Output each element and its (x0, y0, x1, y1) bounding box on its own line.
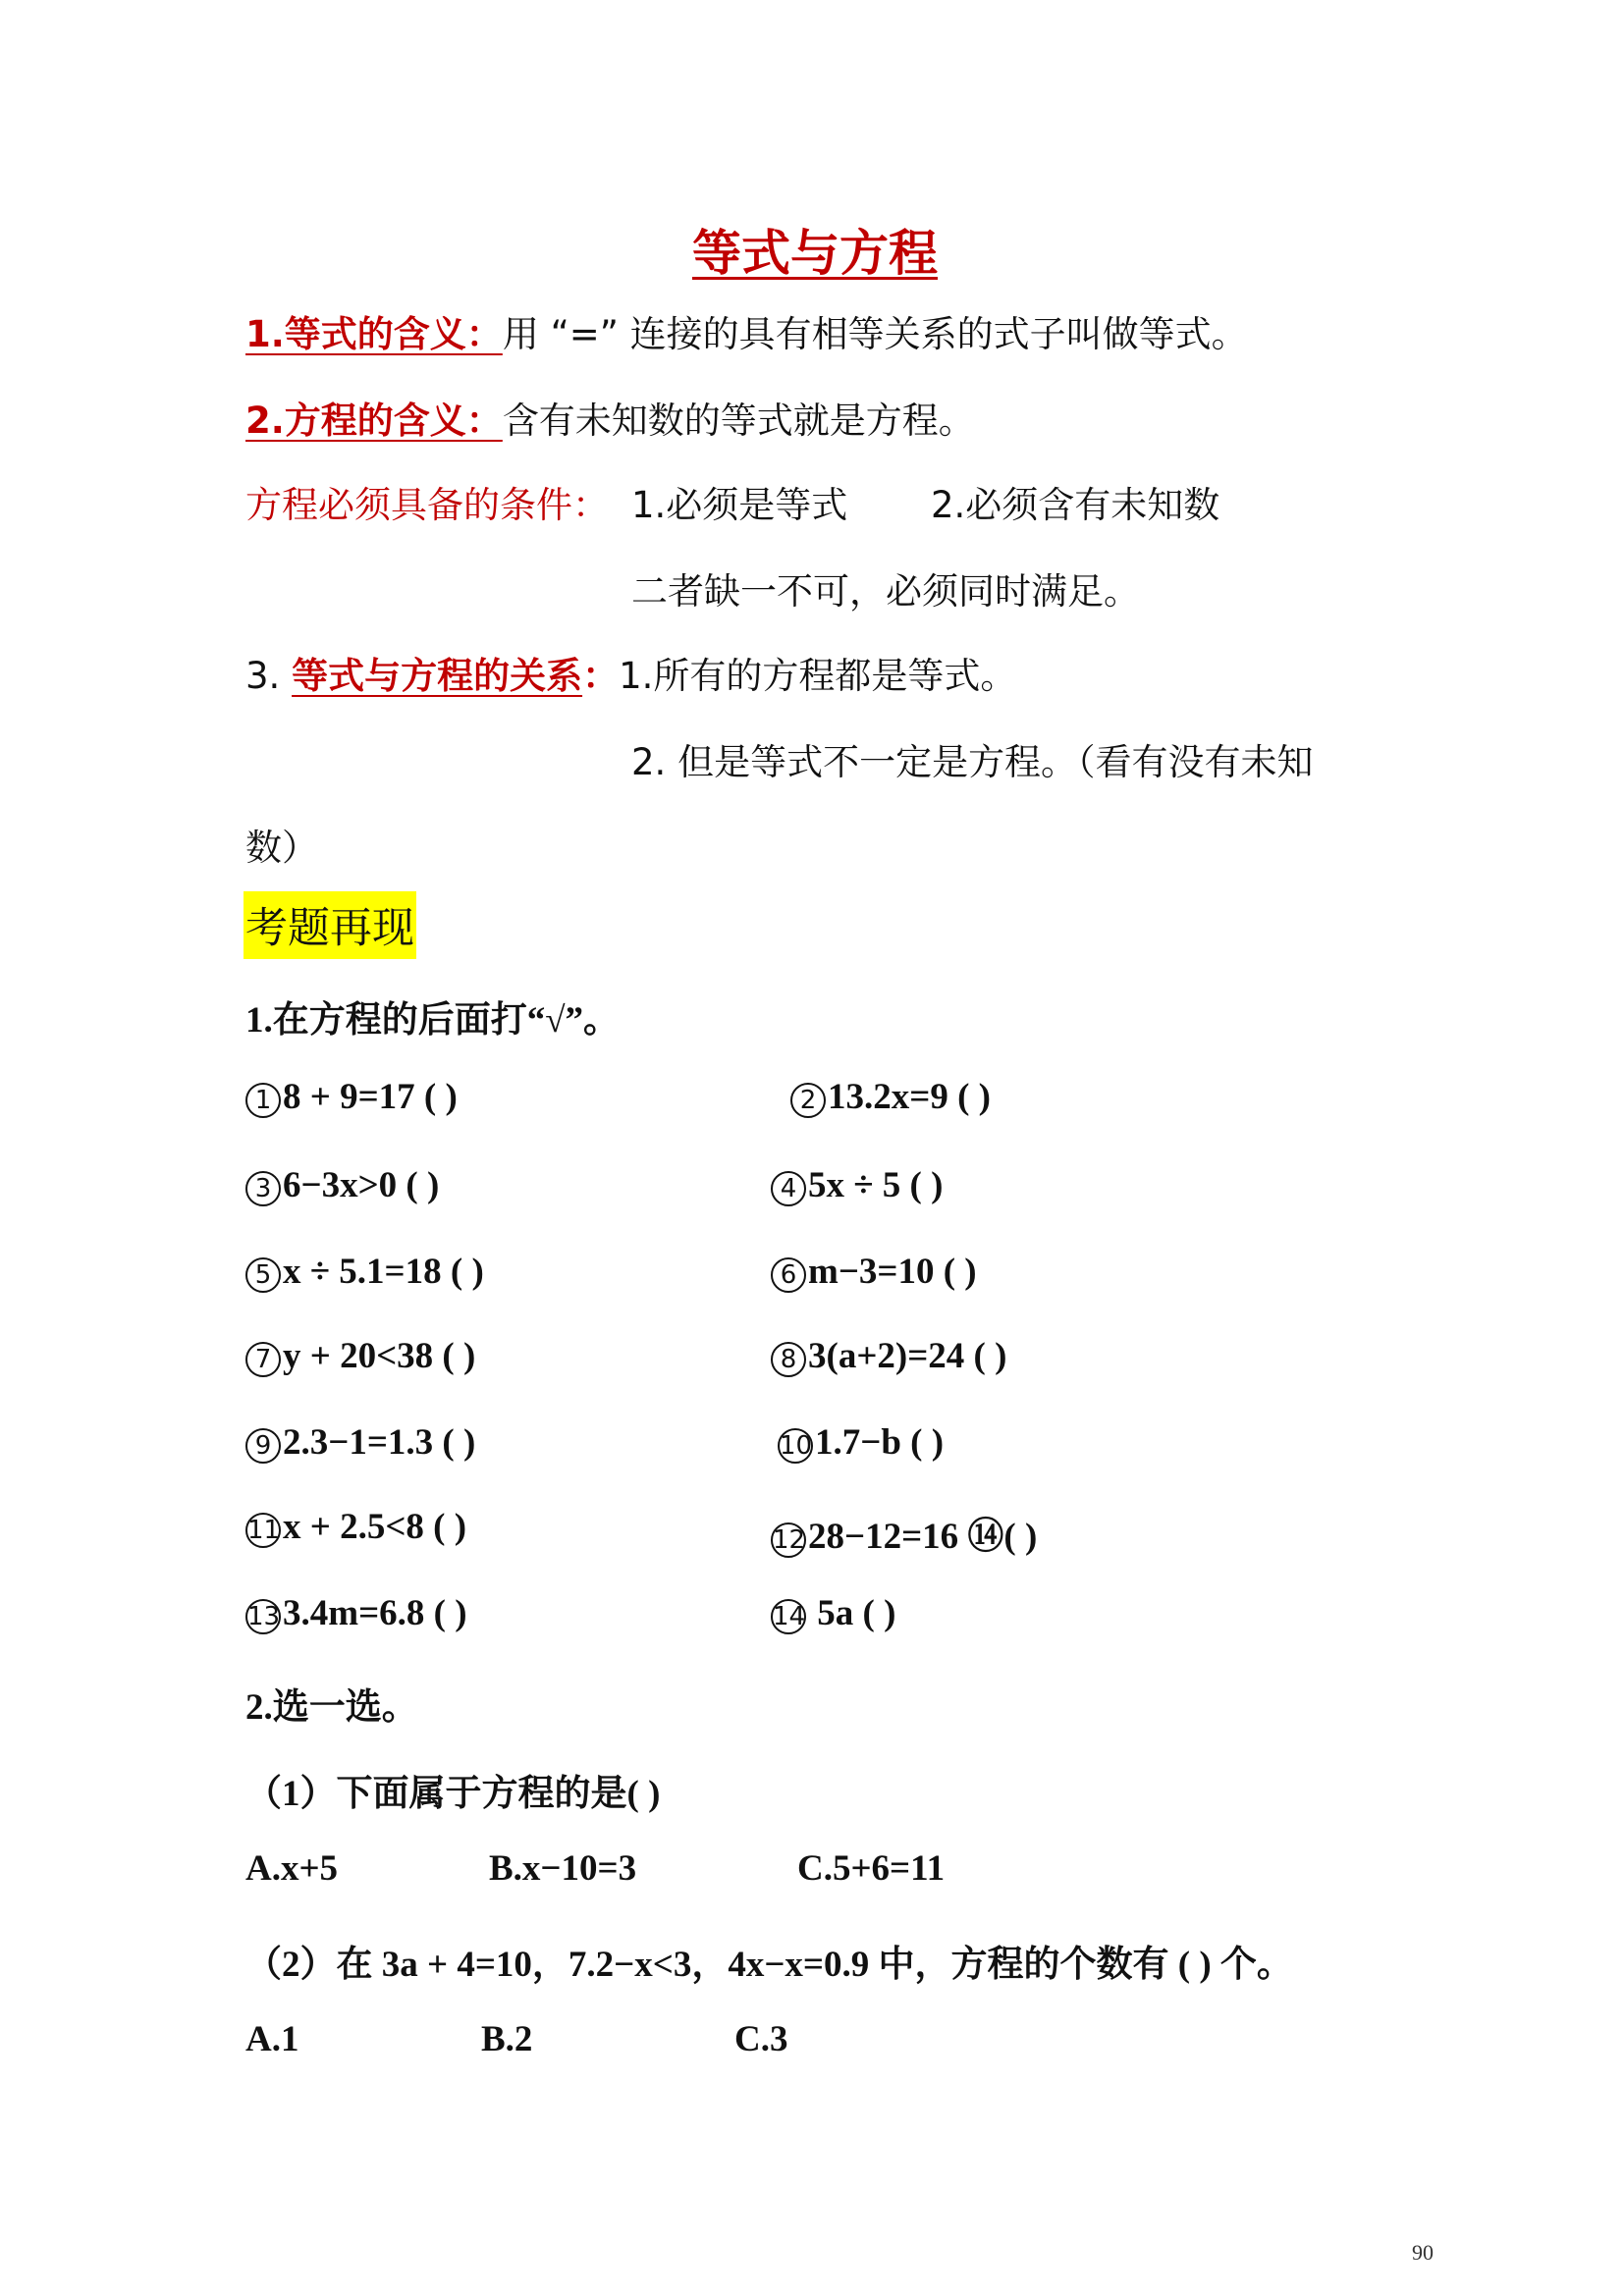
option-b: B.2 (481, 2019, 533, 2059)
circled-number: 4 (771, 1171, 806, 1206)
circled-number: 9 (245, 1428, 281, 1464)
question-1-item (245, 1592, 467, 1634)
question-1-item (245, 1251, 484, 1293)
question-1-item (245, 1421, 475, 1464)
item-text: x ÷ 5.1=18 ( ) (283, 1252, 484, 1292)
circled-number: 6 (771, 1257, 806, 1293)
circled-number: 14 (771, 1599, 806, 1634)
item-text: 28−12=16 ⑭( ) (808, 1517, 1038, 1557)
item-text: 6−3x>0 ( ) (283, 1165, 440, 1205)
item-text: 3(a+2)=24 ( ) (808, 1336, 1007, 1376)
definition-equality-text: 用 “=” 连接的具有相等关系的式子叫做等式。 (502, 313, 1248, 355)
circled-number: 1 (245, 1083, 281, 1118)
circled-number: 2 (790, 1083, 826, 1118)
item-text: 1.7−b ( ) (815, 1422, 945, 1463)
question-1-item (771, 1506, 1037, 1559)
condition-1: 1.必须是等式 (631, 484, 848, 526)
item-text: 13.2x=9 ( ) (828, 1077, 991, 1117)
question-1-item (245, 1076, 458, 1118)
circled-number: 12 (771, 1522, 806, 1558)
question-1-item (778, 1421, 944, 1464)
question-1-title: 1.在方程的后面打“√”。 (245, 1000, 621, 1041)
circled-number: 7 (245, 1342, 281, 1377)
item-text: 2.3−1=1.3 ( ) (283, 1422, 476, 1463)
circled-number: 8 (771, 1342, 806, 1377)
question-1-item (245, 1506, 466, 1548)
relation-heading-line (245, 646, 1016, 699)
conditions-note: 二者缺一不可，必须同时满足。 (631, 570, 1140, 613)
circled-number: 5 (245, 1257, 281, 1293)
item-text: x + 2.5<8 ( ) (283, 1507, 467, 1547)
item-text: y + 20<38 ( ) (283, 1336, 476, 1376)
relation-heading: 等式与方程的关系 (292, 655, 583, 697)
option-c: C.3 (734, 2019, 788, 2059)
circled-number: 11 (245, 1513, 281, 1548)
circled-number: 13 (245, 1599, 281, 1634)
question-1-item (245, 1164, 439, 1206)
relation-point-2: 2. 但是等式不一定是方程。（看有没有未知 (631, 741, 1314, 783)
definition-equation-text: 含有未知数的等式就是方程。 (502, 400, 975, 442)
option-a: A.1 (245, 2019, 299, 2059)
conditions-label: 方程必须具备的条件： (245, 484, 609, 526)
section-heading-exam-review: 考题再现 (244, 891, 416, 959)
question-2-title: 2.选一选。 (245, 1687, 418, 1728)
item-text: m−3=10 ( ) (808, 1252, 977, 1292)
item-text: 5a ( ) (808, 1593, 896, 1633)
item-text: 3.4m=6.8 ( ) (283, 1593, 467, 1633)
relation-point-2-continued: 数） (245, 827, 318, 869)
question-1-item (771, 1335, 1006, 1377)
circled-number: 10 (778, 1428, 813, 1464)
item-text: 8 + 9=17 ( ) (283, 1077, 458, 1117)
page-number: 90 (1412, 2240, 1434, 2265)
definition-equation (245, 391, 975, 444)
question-1-item (771, 1592, 895, 1634)
relation-colon: ： (582, 655, 620, 697)
definition-equation-heading: 2.方程的含义： (245, 400, 503, 442)
question-1-item (771, 1164, 943, 1206)
question-2-sub-1: （1）下面属于方程的是( ) (245, 1774, 661, 1814)
option-a: A.x+5 (245, 1848, 339, 1889)
item-text: 5x ÷ 5 ( ) (808, 1165, 944, 1205)
condition-2: 2.必须含有未知数 (931, 484, 1220, 526)
relation-prefix: 3. (245, 655, 293, 697)
option-c: C.5+6=11 (797, 1848, 946, 1889)
definition-equality-heading: 1.等式的含义： (245, 313, 503, 355)
relation-point-1: 1.所有的方程都是等式。 (619, 655, 1017, 697)
question-2-sub-2: （2）在 3a + 4=10，7.2−x<3，4x−x=0.9 中，方程的个数有 ( ) 个。 (245, 1945, 1293, 1985)
definition-equality (245, 304, 1248, 357)
question-1-item (245, 1335, 475, 1377)
question-1-item (790, 1076, 991, 1118)
option-b: B.x−10=3 (489, 1848, 637, 1889)
circled-number: 3 (245, 1171, 281, 1206)
page-title: 等式与方程 (692, 225, 938, 282)
question-1-item (771, 1251, 977, 1293)
